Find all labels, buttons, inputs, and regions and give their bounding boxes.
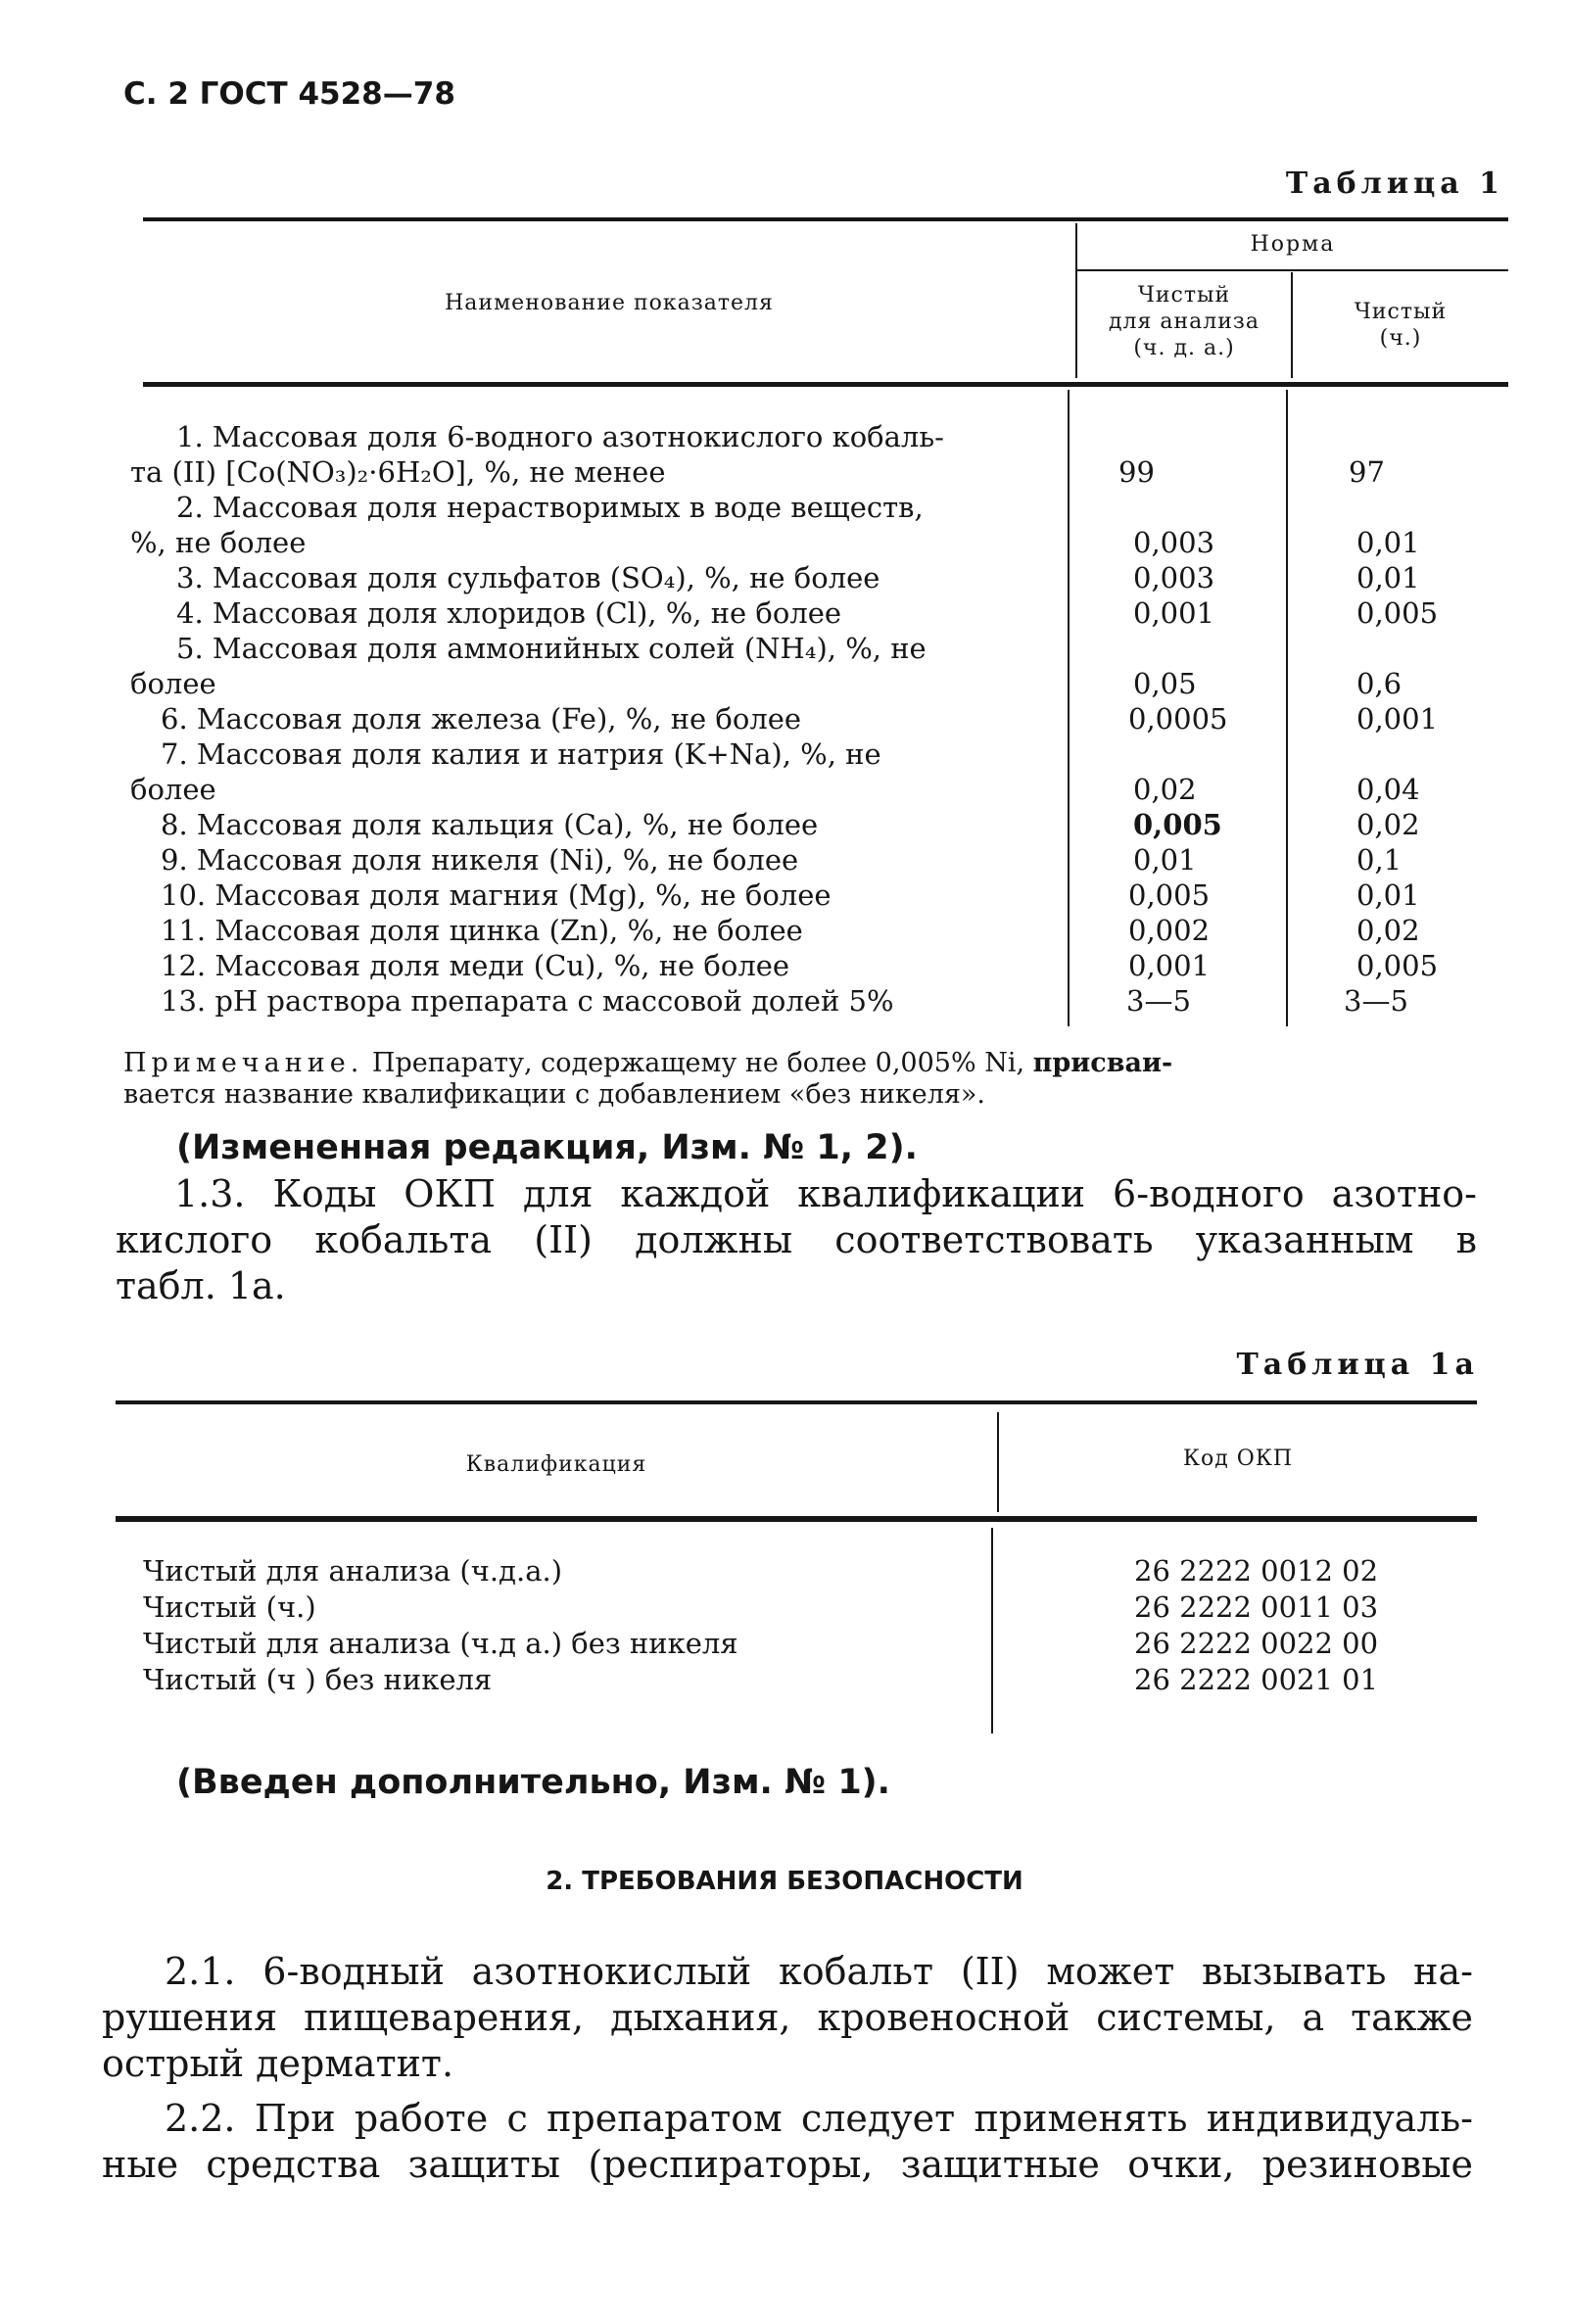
row-1-ch: 97 [1349, 455, 1385, 489]
para-line: 1.3. Коды ОКП для каждой квалификации 6-водного азотно- [174, 1172, 1477, 1215]
row-10-line-1: 10. Массовая доля магния (Mg), %, не более [161, 878, 832, 912]
row-4-line-1: 4. Массовая доля хлоридов (Cl), %, не более [176, 596, 842, 630]
table1-col-cda-line: Чистый [1137, 283, 1231, 308]
row-11-line-1: 11. Массовая доля цинка (Zn), %, не более [161, 914, 803, 947]
table1a-caption: Таблица 1а [1236, 1348, 1479, 1382]
row-3-ch: 0,01 [1356, 561, 1420, 594]
row-6-line-1: 6. Массовая доля железа (Fe), %, не более [161, 702, 802, 735]
qualification-name: Чистый для анализа (ч.д а.) без никеля [143, 1627, 738, 1660]
row-12-ch: 0,005 [1356, 949, 1439, 982]
row-8-ch: 0,02 [1356, 808, 1420, 841]
row-5-ch: 0,6 [1356, 667, 1403, 700]
row-2-line-2: %, не более [130, 526, 307, 559]
row-6-cda: 0,0005 [1128, 702, 1228, 735]
row-13-cda: 3—5 [1126, 984, 1191, 1018]
row-11-cda: 0,002 [1128, 914, 1211, 947]
para-line: табл. 1а. [116, 1264, 286, 1307]
para-line: 2.1. 6-водный азотнокислый кобальт (II) может вызывать на- [165, 1950, 1473, 1993]
row-12-cda: 0,001 [1128, 949, 1211, 982]
row-2-line-1: 2. Массовая доля нерастворимых в воде веществ, [176, 491, 924, 524]
change-note-1: (Измененная редакция, Изм. № 1, 2). [176, 1128, 918, 1167]
row-9-line-1: 9. Массовая доля никеля (Ni), %, не более [161, 843, 799, 877]
row-7-line-1: 7. Массовая доля калия и натрия (K+Na), %, не [161, 737, 881, 771]
row-5-line-1: 5. Массовая доля аммонийных солей (NH₄), %, не [176, 632, 927, 665]
okp-code: 26 2222 0022 00 [1134, 1627, 1379, 1660]
row-10-cda: 0,005 [1128, 878, 1211, 912]
row-8-cda: 0,005 [1133, 808, 1222, 841]
note-text-2: вается название квалификации с добавлением «без никеля». [123, 1079, 985, 1110]
row-9-ch: 0,1 [1356, 843, 1403, 877]
table1-caption: Таблица 1 [1285, 166, 1504, 201]
row-3-line-1: 3. Массовая доля сульфатов (SO₄), %, не более [176, 561, 880, 594]
note-text-bold: присваи- [1032, 1048, 1173, 1078]
row-4-ch: 0,005 [1356, 596, 1439, 630]
row-13-ch: 3—5 [1344, 984, 1408, 1018]
table1-col-name-header: Наименование показателя [445, 291, 774, 315]
page-header: С. 2 ГОСТ 4528—78 [123, 76, 455, 112]
table1-col-cda-line: для анализа [1108, 309, 1260, 334]
change-note-2: (Введен дополнительно, Изм. № 1). [176, 1763, 890, 1802]
section-2-title: 2. ТРЕБОВАНИЯ БЕЗОПАСНОСТИ [546, 1867, 1023, 1896]
qualification-name: Чистый (ч.) [143, 1590, 316, 1624]
table1-col-ch-line: Чистый [1354, 300, 1448, 324]
table1a-col-code-header: Код ОКП [1182, 1447, 1294, 1471]
row-1-cda: 99 [1118, 455, 1155, 489]
row-10-ch: 0,01 [1356, 878, 1420, 912]
para-line: рушения пищеварения, дыхания, кровеносной системы, а также [102, 1996, 1473, 2039]
para-line: кислого кобальта (II) должны соответствовать указанным в [116, 1218, 1477, 1261]
table1-col-ch-line: (ч.) [1379, 326, 1422, 351]
table1a-col-qual-header: Квалификация [465, 1452, 647, 1477]
paragraph-2-2 [102, 2096, 1473, 2188]
row-1-line-1: 1. Массовая доля 6-водного азотнокислого кобаль- [176, 420, 944, 453]
row-13-line-1: 13. pH раствора препарата с массовой долей 5% [161, 984, 894, 1018]
para-line: острый дерматит. [102, 2042, 454, 2085]
row-11-ch: 0,02 [1356, 914, 1420, 947]
note-title: Примечание. [123, 1048, 364, 1078]
row-4-cda: 0,001 [1133, 596, 1215, 630]
row-9-cda: 0,01 [1133, 843, 1197, 877]
table-row [143, 1626, 738, 1662]
row-1-line-2: та (II) [Co(NO₃)₂·6H₂O], %, не менее [130, 455, 666, 489]
okp-code: 26 2222 0021 01 [1134, 1663, 1379, 1696]
table1-col-norm-header: Норма [1250, 232, 1336, 257]
row-7-cda: 0,02 [1133, 773, 1197, 806]
table1-col-cda-line: (ч. д. а.) [1133, 336, 1235, 360]
row-7-ch: 0,04 [1356, 773, 1420, 806]
qualification-name: Чистый (ч ) без никеля [143, 1663, 493, 1696]
row-3-cda: 0,003 [1133, 561, 1215, 594]
table-row [143, 1662, 492, 1698]
qualification-name: Чистый для анализа (ч.д.а.) [143, 1554, 563, 1588]
row-8-line-1: 8. Массовая доля кальция (Ca), %, не более [161, 808, 819, 841]
okp-code: 26 2222 0012 02 [1134, 1554, 1379, 1588]
row-5-cda: 0,05 [1133, 667, 1197, 700]
row-2-cda: 0,003 [1133, 526, 1215, 559]
row-12-line-1: 12. Массовая доля меди (Cu), %, не более [161, 949, 790, 982]
row-5-line-2: более [130, 667, 216, 700]
row-2-ch: 0,01 [1356, 526, 1420, 559]
table-row [143, 1553, 562, 1589]
para-line: ные средства защиты (респираторы, защитные очки, резиновые [102, 2143, 1473, 2186]
row-7-line-2: более [130, 773, 216, 806]
paragraph-2-1 [102, 1949, 1473, 2087]
para-line: 2.2. При работе с препаратом следует применять индивидуаль- [165, 2097, 1473, 2140]
row-6-ch: 0,001 [1356, 702, 1439, 735]
note-text-1: Препарату, содержащему не более 0,005% Ni, [363, 1048, 1033, 1078]
okp-code: 26 2222 0011 03 [1134, 1590, 1379, 1624]
table-row [143, 1589, 316, 1626]
